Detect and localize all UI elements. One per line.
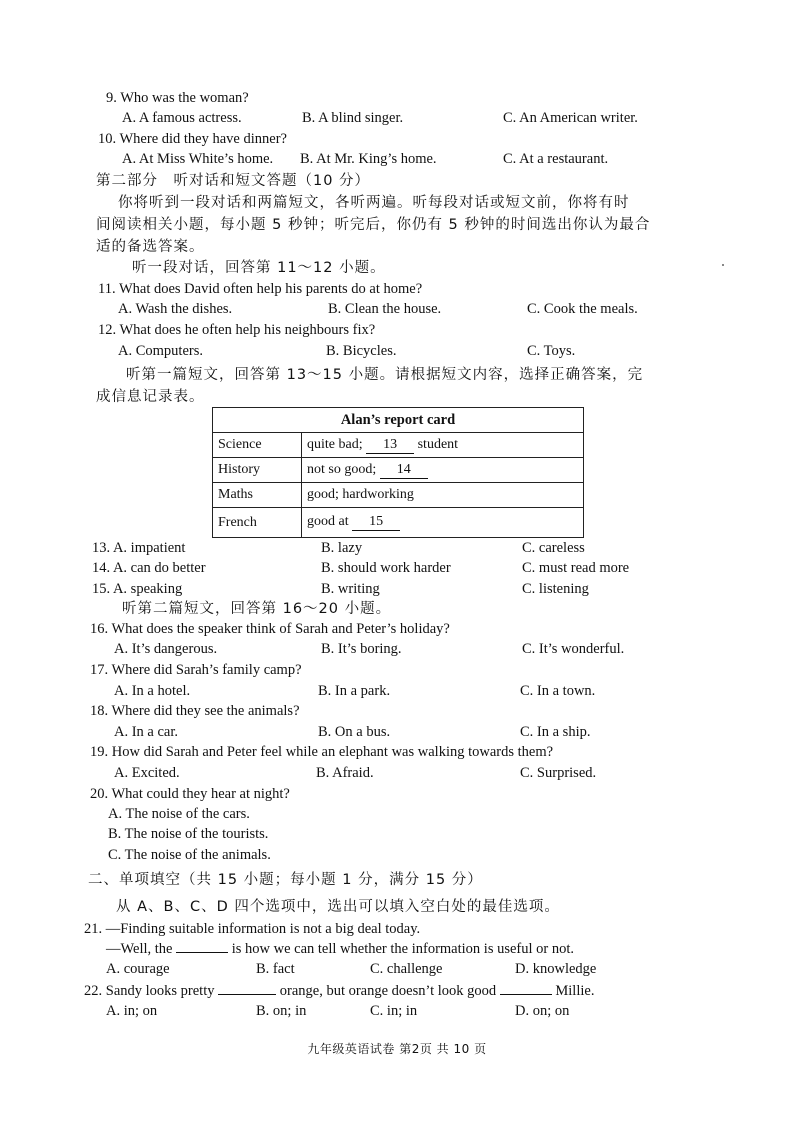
q22-answer-blank-1[interactable]	[218, 994, 276, 995]
answer-blank-14[interactable]: 14	[380, 462, 428, 479]
q9-stem: 9. Who was the woman?	[106, 90, 249, 106]
q12-option-c: C. Toys.	[527, 343, 576, 359]
comment-cell: quite bad; 13 student	[302, 433, 584, 458]
q17-option-c: C. In a town.	[520, 683, 596, 699]
q16-stem: 16. What does the speaker think of Sarah and Peter’s holiday?	[90, 621, 450, 637]
q11-option-b: B. Clean the house.	[328, 301, 442, 317]
passage1-intro-1: 听第一篇短文，回答第 13～15 小题。请根据短文内容，选择正确答案，完	[126, 367, 644, 383]
subject-cell: French	[213, 508, 302, 538]
table-row	[213, 433, 584, 458]
q17-option-a: A. In a hotel.	[114, 683, 191, 699]
q19-option-a: A. Excited.	[114, 765, 180, 781]
q15-option-c: C. listening	[522, 581, 589, 597]
q19-option-b: B. Afraid.	[316, 765, 374, 781]
q18-stem: 18. Where did they see the animals?	[90, 703, 300, 719]
q20-option-a: A. The noise of the cars.	[108, 806, 250, 822]
report-card-title: Alan’s report card	[213, 408, 584, 433]
q15-option-b: B. writing	[321, 581, 380, 597]
q13-option-a: 13. A. impatient	[92, 540, 186, 556]
q18-option-a: A. In a car.	[114, 724, 179, 740]
q11-option-a: A. Wash the dishes.	[118, 301, 233, 317]
q9-option-a: A. A famous actress.	[122, 110, 242, 126]
q21-answer-blank[interactable]	[176, 952, 228, 953]
subject-cell: History	[213, 458, 302, 483]
table-row	[213, 483, 584, 508]
passage1-intro-2: 成信息记录表。	[96, 389, 205, 405]
page-footer: 九年级英语试卷 第2页 共 10 页	[307, 1042, 487, 1056]
answer-blank-15[interactable]: 15	[352, 514, 400, 531]
q14-option-b: B. should work harder	[321, 560, 451, 576]
q10-option-c: C. At a restaurant.	[503, 151, 609, 167]
q22-option-c: C. in; in	[370, 1003, 418, 1019]
report-card-table	[212, 407, 584, 538]
part2-instruction-2: 间阅读相关小题，每小题 5 秒钟；听完后，你仍有 5 秒钟的时间选出你认为最合	[96, 217, 651, 233]
part2-instruction-3: 适的备选答案。	[96, 239, 205, 255]
q11-option-c: C. Cook the meals.	[527, 301, 638, 317]
q21-option-b: B. fact	[256, 961, 295, 977]
q16-option-c: C. It’s wonderful.	[522, 641, 625, 657]
q21-option-a: A. courage	[106, 961, 170, 977]
q22-option-d: D. on; on	[515, 1003, 570, 1019]
table-row	[213, 458, 584, 483]
q17-option-b: B. In a park.	[318, 683, 391, 699]
q19-stem: 19. How did Sarah and Peter feel while an elephant was walking towards them?	[90, 744, 554, 760]
section2-instruction: 从 A、B、C、D 四个选项中，选出可以填入空白处的最佳选项。	[116, 899, 560, 915]
section2-heading: 二、单项填空（共 15 小题；每小题 1 分，满分 15 分）	[88, 872, 483, 888]
q20-option-c: C. The noise of the animals.	[108, 847, 271, 863]
q18-option-b: B. On a bus.	[318, 724, 391, 740]
speck	[722, 264, 724, 266]
comment-cell: not so good; 14	[302, 458, 584, 483]
q22-option-b: B. on; in	[256, 1003, 307, 1019]
q18-option-c: C. In a ship.	[520, 724, 591, 740]
q13-option-c: C. careless	[522, 540, 585, 556]
q21-option-c: C. challenge	[370, 961, 443, 977]
q21-line-2: —Well, the is how we can tell whether the information is useful or not.	[106, 941, 575, 957]
passage2-intro: 听第二篇短文，回答第 16～20 小题。	[122, 601, 392, 617]
q14-option-a: 14. A. can do better	[92, 560, 206, 576]
answer-blank-13[interactable]: 13	[366, 437, 414, 454]
q12-stem: 12. What does he often help his neighbours fix?	[98, 322, 376, 338]
q19-option-c: C. Surprised.	[520, 765, 597, 781]
q12-option-a: A. Computers.	[118, 343, 203, 359]
q14-option-c: C. must read more	[522, 560, 630, 576]
q9-option-c: C. An American writer.	[503, 110, 638, 126]
q22-option-a: A. in; on	[106, 1003, 158, 1019]
q13-option-b: B. lazy	[321, 540, 363, 556]
q20-stem: 20. What could they hear at night?	[90, 786, 290, 802]
q10-stem: 10. Where did they have dinner?	[98, 131, 287, 147]
q10-option-a: A. At Miss White’s home.	[122, 151, 274, 167]
q20-option-b: B. The noise of the tourists.	[108, 826, 269, 842]
q17-stem: 17. Where did Sarah’s family camp?	[90, 662, 302, 678]
table-row	[213, 508, 584, 538]
subject-cell: Maths	[213, 483, 302, 508]
q10-option-b: B. At Mr. King’s home.	[300, 151, 437, 167]
dialog-intro: 听一段对话，回答第 11～12 小题。	[132, 260, 386, 276]
q12-option-b: B. Bicycles.	[326, 343, 397, 359]
q22-answer-blank-2[interactable]	[500, 994, 552, 995]
q16-option-b: B. It’s boring.	[321, 641, 402, 657]
q15-option-a: 15. A. speaking	[92, 581, 183, 597]
subject-cell: Science	[213, 433, 302, 458]
q11-stem: 11. What does David often help his parents do at home?	[98, 281, 423, 297]
part2-heading: 第二部分 听对话和短文答题（10 分）	[96, 173, 371, 189]
comment-cell: good; hardworking	[302, 483, 584, 508]
q21-line-1: 21. —Finding suitable information is not a big deal today.	[84, 921, 421, 937]
q21-option-d: D. knowledge	[515, 961, 597, 977]
comment-cell: good at 15	[302, 508, 584, 538]
q9-option-b: B. A blind singer.	[302, 110, 404, 126]
q22-stem: 22. Sandy looks pretty orange, but orange doesn’t look good Millie.	[84, 983, 595, 999]
q16-option-a: A. It’s dangerous.	[114, 641, 218, 657]
part2-instruction-1: 你将听到一段对话和两篇短文，各听两遍。听每段对话或短文前，你将有时	[118, 195, 630, 211]
